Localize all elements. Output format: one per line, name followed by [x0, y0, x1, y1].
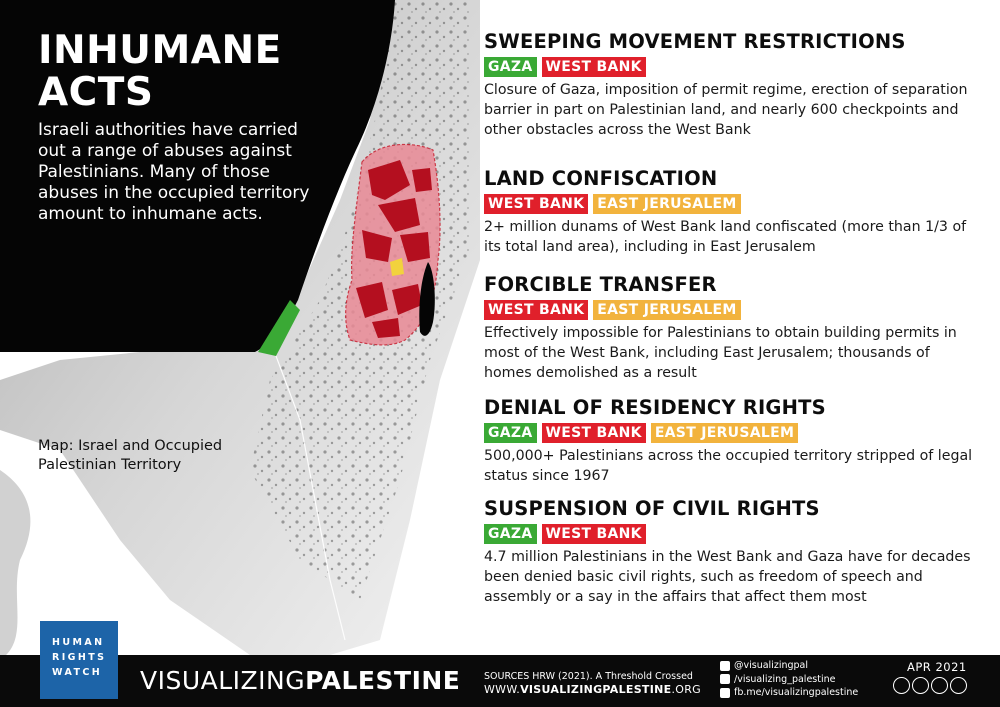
website-link[interactable]: [484, 683, 701, 696]
hrw-logo-line: WATCH: [52, 667, 103, 678]
map-caption: Map: Israel and Occupied Palestinian Territory: [38, 438, 223, 473]
social-text: @visualizingpal: [734, 660, 809, 671]
social-text: /visualizing_palestine: [734, 673, 836, 685]
social-links: [720, 659, 858, 700]
section-title: FORCIBLE TRANSFER: [484, 273, 717, 296]
twitter-icon: [720, 661, 730, 671]
brand-bold: PALESTINE: [305, 666, 461, 695]
page-title: INHUMANE ACTS: [38, 28, 282, 115]
sources-line: SOURCES HRW (2021). A Threshold Crossed: [484, 671, 693, 682]
tag-east-jerusalem: EAST JERUSALEM: [651, 423, 798, 443]
website-suffix: .ORG: [671, 683, 701, 696]
section-land-confiscation: [484, 167, 984, 257]
cc-icon: [893, 677, 910, 694]
section-title: LAND CONFISCATION: [484, 167, 718, 190]
intro-text: Israeli authorities have carried out a range of abuses against Palestinians. Many of those abuses in the occupied territory amount to inhumane acts.: [38, 120, 310, 224]
tag-gaza: GAZA: [484, 423, 537, 443]
hrw-logo-line: HUMAN: [52, 637, 105, 648]
brand-wordmark[interactable]: [140, 666, 460, 696]
section-body: 4.7 million Palestinians in the West Bank and Gaza have for decades been denied basic civil rights, such as freedom of speech and assembly or a say in the affairs that affect them most: [484, 549, 971, 605]
social-text: fb.me/visualizingpalestine: [734, 687, 859, 698]
website-bold: VISUALIZINGPALESTINE: [520, 683, 672, 696]
tag-east-jerusalem: EAST JERUSALEM: [593, 194, 740, 214]
section-title: DENIAL OF RESIDENCY RIGHTS: [484, 396, 826, 419]
instagram-icon: [720, 674, 730, 684]
section-residency-rights: [484, 396, 984, 486]
publication-date: APR 2021: [907, 660, 967, 674]
tag-list: [484, 524, 984, 544]
nd-icon: [950, 677, 967, 694]
section-forcible-transfer: [484, 273, 984, 383]
tag-list: [484, 57, 984, 77]
tag-list: [484, 300, 984, 320]
social-facebook[interactable]: [720, 686, 858, 700]
license-icons[interactable]: [893, 677, 967, 694]
tag-list: [484, 194, 984, 214]
section-civil-rights: [484, 497, 984, 607]
section-body: Effectively impossible for Palestinians to obtain building permits in most of the West Bank, including East Jerusalem; thousands of homes demolished as a result: [484, 325, 957, 381]
website-prefix: WWW.: [484, 683, 521, 696]
facebook-icon: [720, 688, 730, 698]
tag-west-bank: WEST BANK: [484, 300, 588, 320]
tag-west-bank: WEST BANK: [542, 524, 646, 544]
tag-west-bank: WEST BANK: [542, 57, 646, 77]
tag-west-bank: WEST BANK: [542, 423, 646, 443]
section-body: 2+ million dunams of West Bank land confiscated (more than 1/3 of its total land area), including in East Jerusalem: [484, 219, 967, 255]
tag-gaza: GAZA: [484, 57, 537, 77]
section-title: SWEEPING MOVEMENT RESTRICTIONS: [484, 30, 906, 53]
by-icon: [912, 677, 929, 694]
social-instagram[interactable]: [720, 673, 858, 687]
hrw-logo[interactable]: [40, 621, 118, 699]
section-title: SUSPENSION OF CIVIL RIGHTS: [484, 497, 820, 520]
nc-icon: [931, 677, 948, 694]
tag-gaza: GAZA: [484, 524, 537, 544]
hrw-logo-line: RIGHTS: [52, 652, 107, 663]
tag-east-jerusalem: EAST JERUSALEM: [593, 300, 740, 320]
brand-light: VISUALIZING: [140, 666, 306, 695]
section-body: Closure of Gaza, imposition of permit regime, erection of separation barrier in part on Palestinian land, and nearly 600 checkpoints and other obstacles across the West Bank: [484, 82, 968, 138]
section-movement-restrictions: [484, 30, 984, 140]
tag-west-bank: WEST BANK: [484, 194, 588, 214]
tag-list: [484, 423, 984, 443]
sources-block: [484, 670, 701, 696]
section-body: 500,000+ Palestinians across the occupied territory stripped of legal status since 1967: [484, 448, 973, 484]
social-twitter[interactable]: [720, 659, 858, 673]
